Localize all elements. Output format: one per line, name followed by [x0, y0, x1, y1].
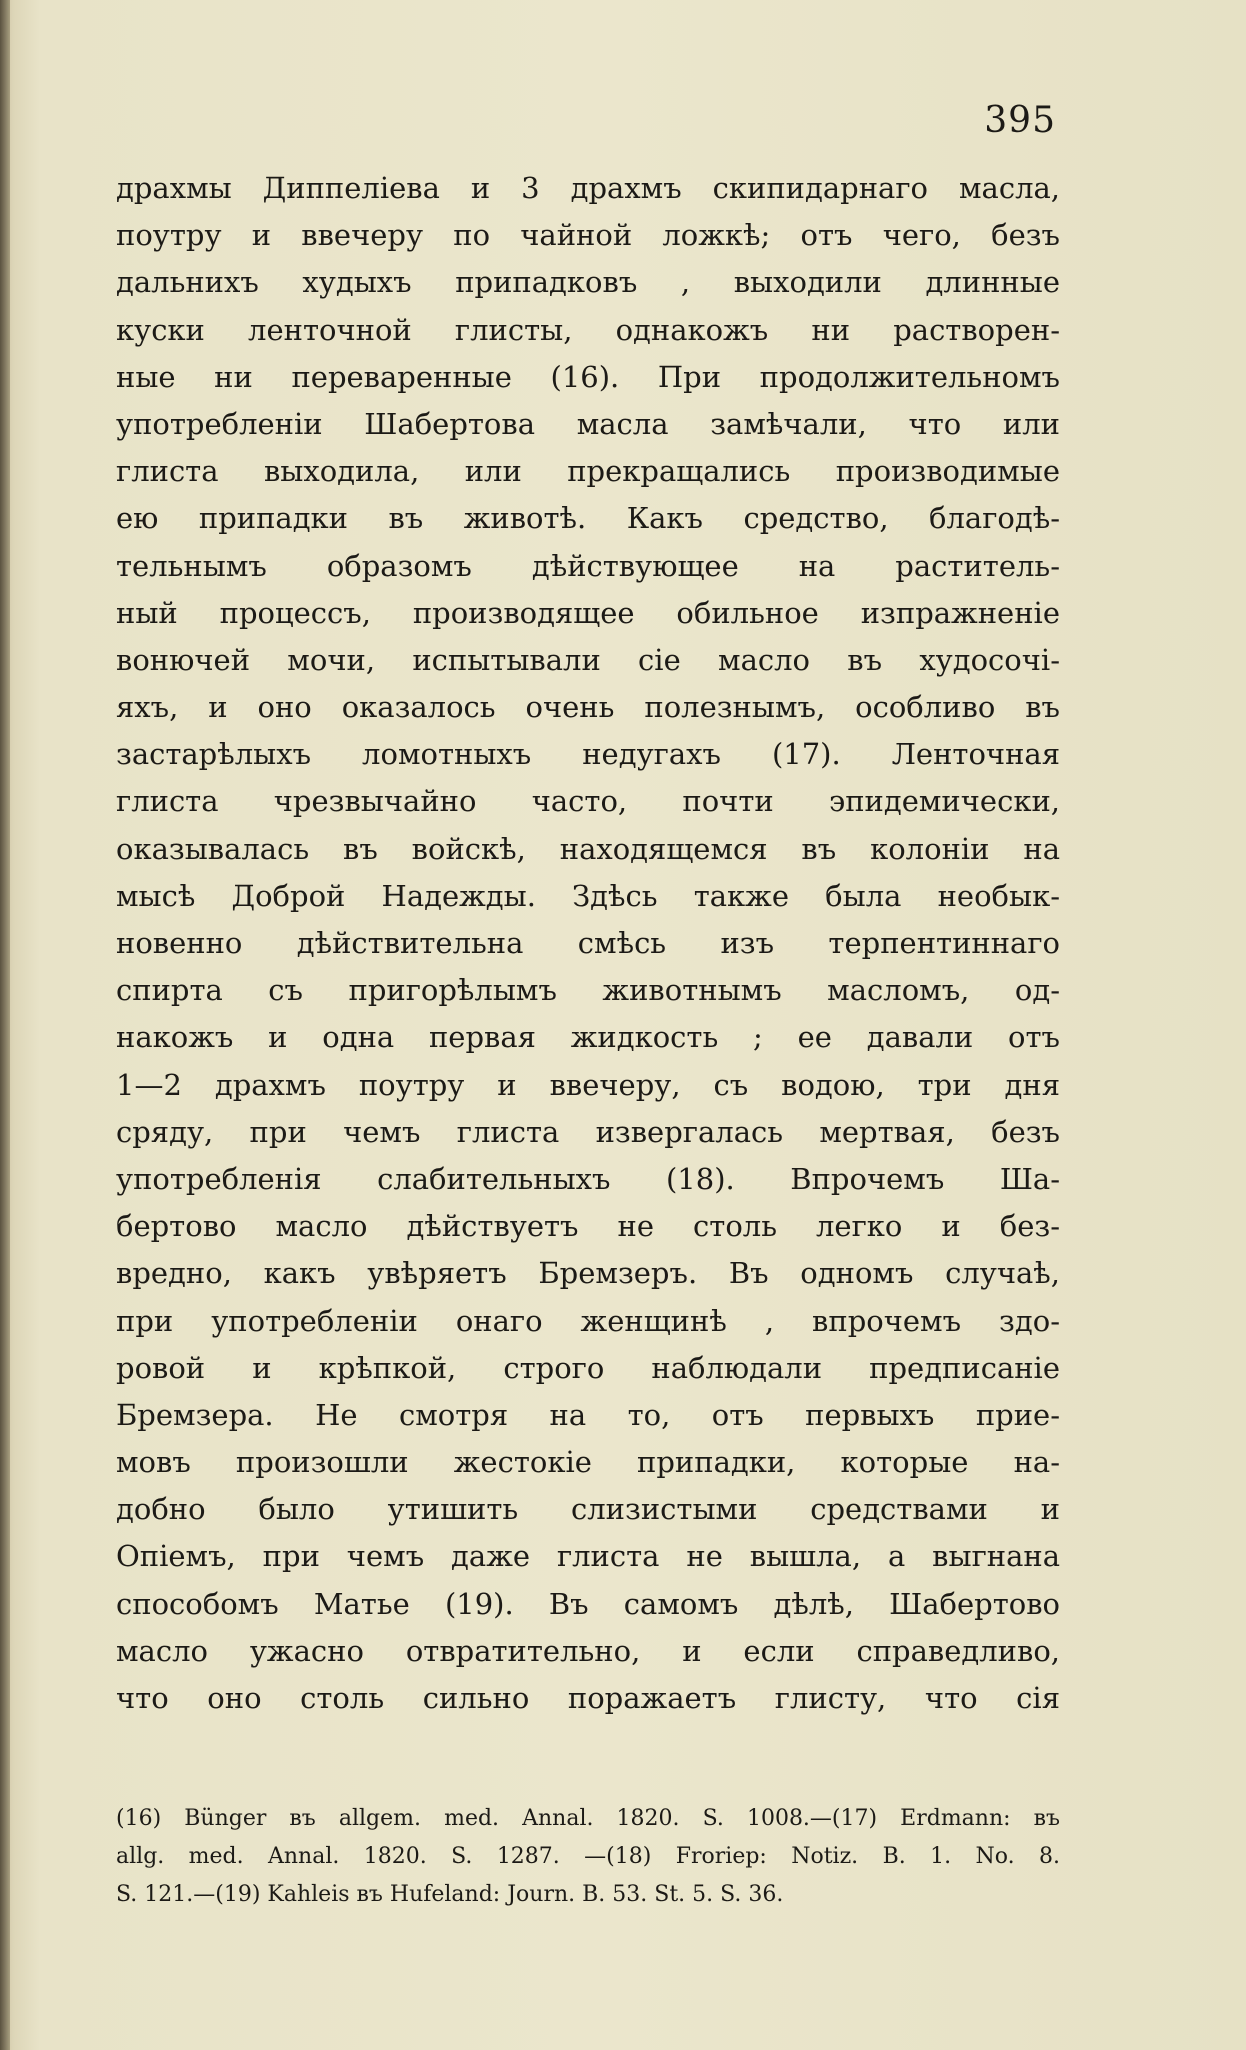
text-line: при употребленiи онаго женщинѣ , впрочемъ здо- [116, 1303, 1060, 1338]
footnotes-block [116, 1800, 1060, 1914]
text-line: употребленiя слабительныхъ (18). Впрочемъ Ша- [116, 1161, 1060, 1196]
text-line: новенно дѣйствительна смѣсь изъ терпентиннаго [116, 926, 1060, 960]
text-line: яхъ, и оно оказалось очень полезнымъ, особливо въ [116, 690, 1060, 725]
text-line: вонючей мочи, испытывали сiе масло въ худосочi- [116, 642, 1060, 677]
text-line: глиста выходила, или прекращались производимые [116, 454, 1060, 489]
text-line: масло ужасно отвратительно, и если справедливо, [116, 1633, 1060, 1668]
text-line: глиста чрезвычайно часто, почти эпидемически, [116, 784, 1060, 819]
text-line: что оно столь сильно поражаетъ глисту, что сiя [116, 1681, 1060, 1715]
text-line: накожъ и одна первая жидкость ; ее давали отъ [116, 1020, 1060, 1055]
page-binding-edge [0, 0, 10, 2050]
text-line: мысѣ Доброй Надежды. Здѣсь также была необык- [116, 878, 1060, 913]
page-number: 395 [984, 100, 1056, 141]
text-line: ровой и крѣпкой, строго наблюдали предписанiе [116, 1350, 1060, 1385]
footnote-line: allg. med. Annal. 1820. S. 1287. —(18) Froriep: Notiz. B. 1. No. 8. [116, 1844, 1060, 1869]
text-line: 1—2 драхмъ поутру и ввечеру, съ водою, три дня [116, 1067, 1060, 1102]
text-line: Опiемъ, при чемъ даже глиста не вышла, а выгнана [116, 1539, 1060, 1574]
text-line: мовъ произошли жестокiе припадки, которые на- [116, 1445, 1060, 1480]
text-line: дальнихъ худыхъ припадковъ , выходили длинные [116, 265, 1060, 300]
text-line: ный процессъ, производящее обильное изпражненiе [116, 595, 1060, 630]
text-line: спирта съ пригорѣлымъ животнымъ масломъ, од- [116, 973, 1060, 1008]
main-text-block [116, 165, 1060, 1722]
text-line: бертово масло дѣйствуетъ не столь легко и без- [116, 1209, 1060, 1244]
text-line: куски ленточной глисты, однакожъ ни растворен- [116, 312, 1060, 347]
text-line: оказывалась въ войскѣ, находящемся въ колонiи на [116, 831, 1060, 866]
text-line: застарѣлыхъ ломотныхъ недугахъ (17). Ленточная [116, 737, 1060, 772]
text-line: тельнымъ образомъ дѣйствующее на раститель- [116, 548, 1060, 583]
text-line: ные ни переваренные (16). При продолжительномъ [116, 359, 1060, 394]
footnote-line: (16) Bünger въ allgem. med. Annal. 1820. S. 1008.—(17) Erdmann: въ [116, 1806, 1060, 1831]
text-line: употребленiи Шабертова масла замѣчали, что или [116, 406, 1060, 441]
text-line: способомъ Матье (19). Въ самомъ дѣлѣ, Шабертово [116, 1586, 1060, 1621]
text-line: ею припадки въ животѣ. Какъ средство, благодѣ- [116, 501, 1060, 536]
text-line: сряду, при чемъ глиста извергалась мертвая, безъ [116, 1114, 1060, 1149]
text-line: поутру и ввечеру по чайной ложкѣ; отъ чего, безъ [116, 218, 1060, 253]
text-line: вредно, какъ увѣряетъ Бремзеръ. Въ одномъ случаѣ, [116, 1256, 1060, 1291]
text-line: драхмы Диппелiева и 3 драхмъ скипидарнаго масла, [116, 171, 1060, 205]
text-line: Бремзера. Не смотря на то, отъ первыхъ прие- [116, 1397, 1060, 1432]
footnote-line: S. 121.—(19) Kahleis въ Hufeland: Journ. B. 53. St. 5. S. 36. [116, 1882, 784, 1907]
text-line: добно было утишить слизистыми средствами и [116, 1492, 1060, 1527]
